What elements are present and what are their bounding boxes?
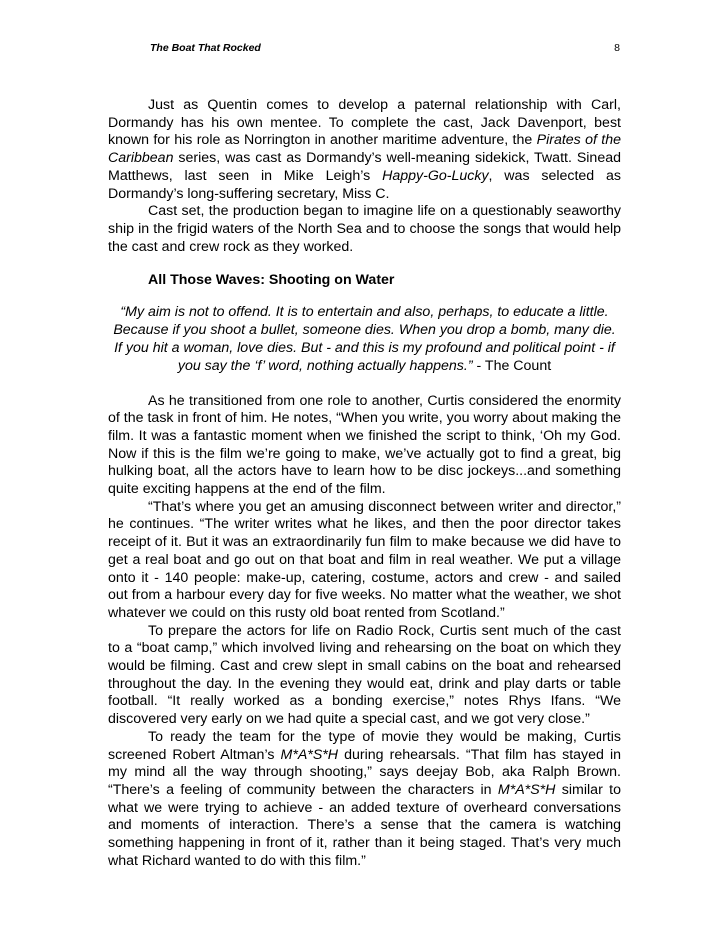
running-header [150,42,620,54]
paragraph-cast [108,97,621,203]
film-title-mash: M*A*S*H [280,746,339,763]
text-run: , was selected as Dormandy’s long-suffering secretary, Miss C. [108,167,621,202]
running-header-title: The Boat That Rocked [150,42,261,54]
film-title-mash: M*A*S*H [497,781,556,798]
paragraph-boat-camp: To prepare the actors for life on Radio Rock, Curtis sent much of the cast to a “boat camp,” which involved living and rehearsing on the boat on which they would be filming. Cast and crew slept in small cabins on the boat and rehearsed throughout the day. In the evening they would eat, drink and play darts or table football. “It really worked as a bonding exercise,” notes Rhys Ifans. “We discovered very early on we had quite a special cast, and we got very close.” [108,622,621,728]
pull-quote [108,304,621,375]
film-title-pirates: Pirates of the Caribbean [108,132,621,167]
paragraph-cast-set: Cast set, the production began to imagine life on a questionably seaworthy ship in the frigid waters of the North Sea and to choose the songs that would help the cast and crew rock as they worked. [108,203,621,255]
section-heading: All Those Waves: Shooting on Water [148,272,395,289]
page-number: 8 [614,42,620,54]
paragraph-mash [108,729,621,871]
text-run: To ready the team for the type of movie they would be making, Curtis screened Robert Altman’s [108,728,621,763]
paragraph-transition: As he transitioned from one role to another, Curtis considered the enormity of the task in front of him. He notes, “When you write, you worry about making the film. It was a fantastic moment when we finished the script to think, ‘Oh my God. Now if this is the film we’re going to make, we’ve actually got to find a great, big hulking boat, all the actors have to learn how to be disc jockeys...and something quite exciting happens at the end of the film. [108,392,621,498]
text-run: during rehearsals. “That film has stayed in my mind all the way through shooting,” says deejay Bob, aka Ralph Brown. “There’s a feeling of community between the characters in [108,746,622,798]
paragraph-disconnect: “That’s where you get an amusing disconnect between writer and director,” he continues. “The writer writes what he likes, and then the poor director takes receipt of it. But it was an extraordinarily fun film to make because we did have to get a real boat and go out on that boat and film in real weather. We put a village onto it - 140 people: make-up, catering, costume, actors and crew - and sailed out from a harbour every day for five weeks. No matter what the weather, we shot whatever we could on this rusty old boat rented from Scotland.” [108,498,621,621]
text-run: series, was cast as Dormandy’s well-meaning sidekick, Twatt. Sinead Matthews, last seen in Mike Leigh’s [108,150,621,184]
text-run: Just as Quentin comes to develop a paternal relationship with Carl, Dormandy has his own mentee. To complete the cast, Jack Davenport, best known for his role as Norrington in another maritime adventure, the [108,97,621,149]
quote-attribution: - The Count [472,357,552,374]
document-body [108,97,621,871]
quote-text: “My aim is not to offend. It is to entertain and also, perhaps, to educate a little. Because if you shoot a bullet, someone dies. When you drop a bomb, many die. If you hit a woman, love dies. But - and this is my profound and political point - if you say the ‘f’ word, nothing actually happens.” [113,304,616,374]
film-title-happy-go-lucky: Happy-Go-Lucky [382,167,489,184]
text-run: similar to what we were trying to achieve - an added texture of overheard conversations and moments of interaction. There’s a sense that the camera is watching something happening in front of it, rather than it being staged. That’s very much what Richard wanted to do with this film.” [108,781,621,869]
